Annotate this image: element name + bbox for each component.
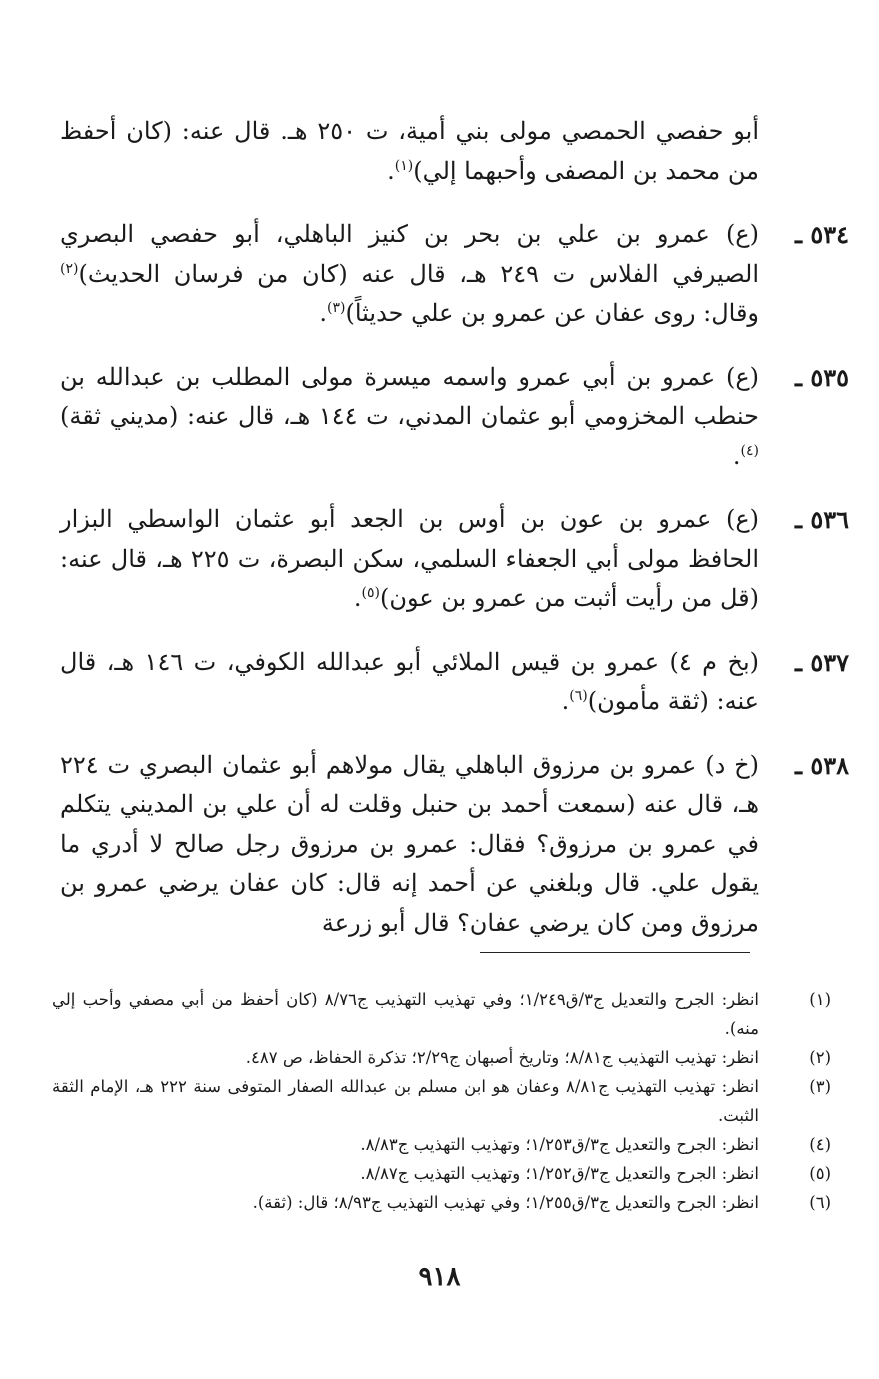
footnote-number: (٤) [809,1135,831,1154]
entry-text: (خ د) عمرو بن مرزوق الباهلي يقال مولاهم أبو عثمان البصري ت ٢٢٤ هـ، قال عنه (سمعت أحمد بن حنبل وقلت له أن علي بن المديني يتكلم في عمرو بن مرزوق؟ فقال: عمرو بن مرزوق رجل صالح لا أدري ما يقول علي. قال وبلغني عن أحمد إنه قال: كان عفان يرضي عمرو بن مرزوق ومن كان يرضي عفان؟ قال أبو زرعة [60,750,759,937]
entry-text: (بخ م ٤) عمرو بن قيس الملائي أبو عبدالله الكوفي، ت ١٤٦ هـ، قال عنه: (ثقة مأمون) [60,647,760,715]
entry-537 [60,643,849,722]
continuation-end: . [387,156,395,185]
footnote-text: انظر: تهذيب التهذيب ج٨/٨١ وعفان هو ابن مسلم بن عبدالله الصفار المتوفى سنة ٢٢٢ هـ، الإمام الثقة الثبت. [52,1077,759,1125]
entry-number: ٥٣٨ ـ [794,750,849,780]
continuation-paragraph [60,112,759,191]
footnotes [52,985,831,1217]
entry-end: . [353,584,362,612]
footnote-3 [52,1072,831,1130]
footnote-2 [52,1043,831,1072]
entry-text: (ع) عمرو بن علي بن بحر بن كنيز الباهلي، أبو حفصي البصري الصيرفي الفلاس ت ٢٤٩ هـ، قال عنه (كان من فرسان الحديث) [60,220,760,288]
footnote-text: انظر: الجرح والتعديل ج٣/ق١/٢٥٥؛ وفي تهذيب التهذيب ج٨/٩٣؛ قال: (ثقة). [252,1193,759,1212]
footnote-text: انظر: الجرح والتعديل ج٣/ق١/٢٥٣؛ وتهذيب التهذيب ج٨/٨٣. [360,1135,759,1154]
footnote-ref[interactable]: (٣) [327,300,346,316]
entry-text: (ع) عمرو بن أبي عمرو واسمه ميسرة مولى المطلب بن عبدالله بن حنطب المخزومي أبو عثمان المدني، ت ١٤٤ هـ، قال عنه: (مديني ثقة) [60,362,759,430]
footnote-separator [480,952,750,953]
entry-535 [60,358,849,477]
entry-536 [60,500,849,619]
continuation-text: أبو حفصي الحمصي مولى بني أمية، ت ٢٥٠ هـ. قال عنه: (كان أحفظ من محمد بن المصفى وأحبهما إلي) [60,117,759,185]
entry-end: . [732,441,741,470]
main-text [60,112,849,967]
footnote-number: (١) [809,990,831,1009]
entry-end: . [561,687,570,715]
entry-text: (ع) عمرو بن عون بن أوس بن الجعد أبو عثمان الواسطي البزار الحافظ مولى أبي الجعفاء السلمي، سكن البصرة، ت ٢٢٥ هـ، قال عنه: (قل من رأيت أثبت من عمرو بن عون) [60,505,760,612]
footnote-number: (٥) [809,1164,831,1183]
footnote-ref[interactable]: (٤) [740,442,759,459]
footnote-ref[interactable]: (٥) [361,585,380,601]
footnote-text: انظر: الجرح والتعديل ج٣/ق١/٢٤٩؛ وفي تهذيب التهذيب ج٨/٧٦ (كان أحفظ من أبي مصفي وأحب إلي منه). [52,990,759,1038]
footnote-text: انظر: تهذيب التهذيب ج٨/٨١؛ وتاريخ أصبهان ج٢/٢٩؛ تذكرة الحفاظ، ص ٤٨٧. [245,1048,759,1067]
footnote-text: انظر: الجرح والتعديل ج٣/ق١/٢٥٢؛ وتهذيب التهذيب ج٨/٨٧. [360,1164,759,1183]
footnote-ref[interactable]: (٢) [60,260,79,277]
footnote-5 [52,1159,831,1188]
footnote-1 [52,985,831,1043]
entry-number: ٥٣٦ ـ [794,505,849,534]
footnote-6 [52,1188,831,1217]
entry-number: ٥٣٧ ـ [794,647,849,677]
footnote-number: (٦) [809,1193,831,1212]
footnote-ref[interactable]: (٦) [569,688,588,704]
footnote-number: (٣) [809,1077,831,1096]
entry-number: ٥٣٥ ـ [794,362,849,392]
entry-538 [60,746,849,944]
page-number: ٩١٨ [418,1262,461,1292]
entry-number: ٥٣٤ ـ [794,220,849,249]
entry-text: وقال: روى عفان عن عمرو بن علي حديثاً) [345,299,759,327]
footnote-ref[interactable]: (١) [394,157,414,174]
entry-end: . [319,299,327,327]
entry-534 [60,215,849,334]
footnote-4 [52,1130,831,1159]
footnote-number: (٢) [809,1048,831,1067]
